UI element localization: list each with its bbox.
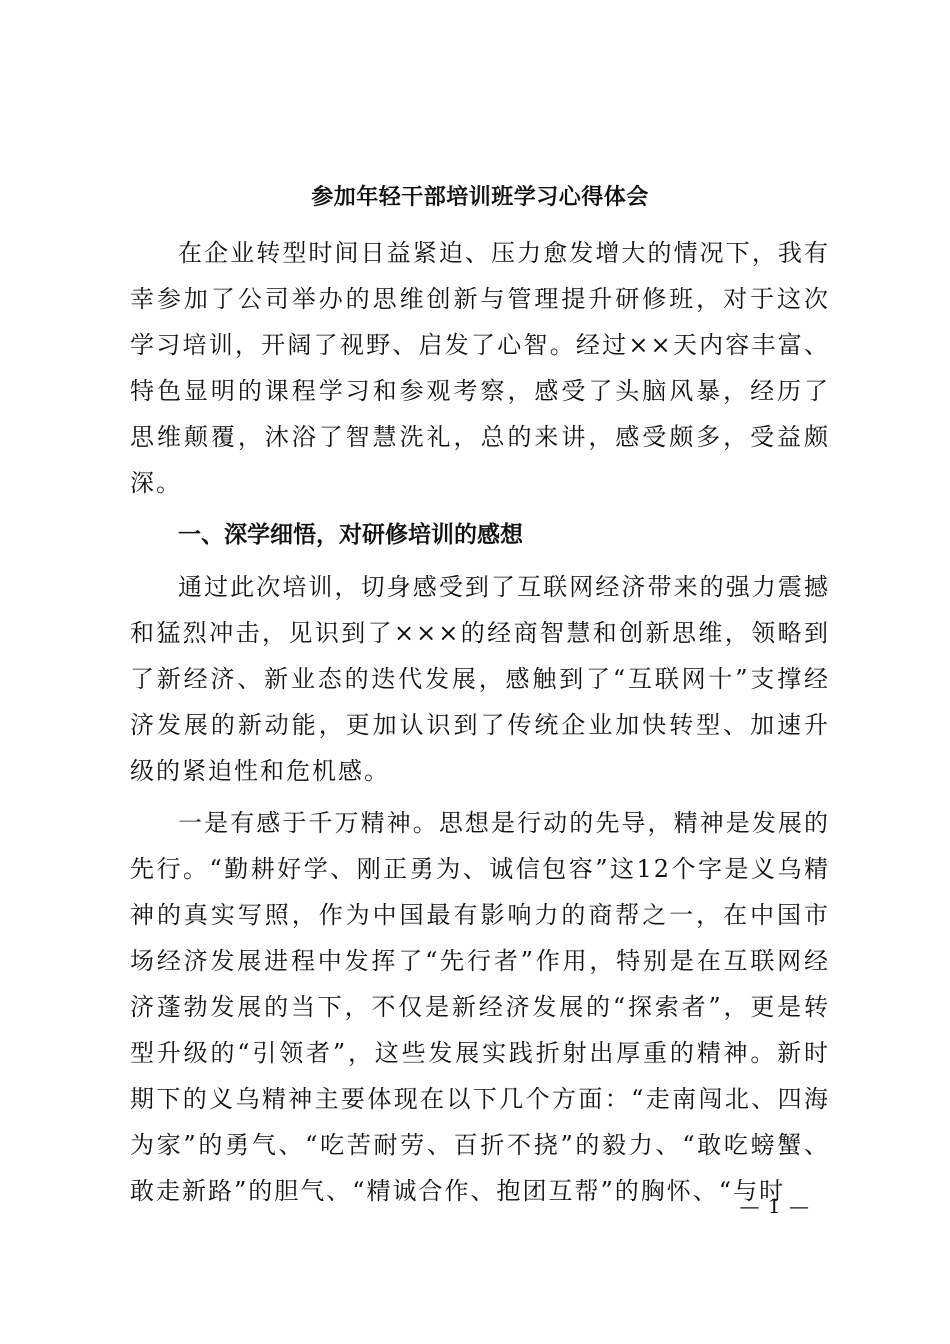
section-paragraph: 一是有感于千万精神。思想是行动的先导，精神是发展的先行。“勤耕好学、刚正勇为、诚信包容”这12个字是义乌精神的真实写照，作为中国最有影响力的商帮之一，在中国市场经济发展进程中发挥了“先行者”作用，特别是在互联网经济蓬勃发展的当下，不仅是新经济发展的“探索者”，更是转型升级的“引领者”，这些发展实践折射出厚重的精神。新时期下的义乌精神主要体现在以下几个方面：“走南闯北、四海为家”的勇气、“吃苦耐劳、百折不挠”的毅力、“敢吃螃蟹、敢走新路”的胆气、“精诚合作、抱团互帮”的胸怀、“与时 (130, 809, 830, 1205)
section-paragraph: 通过此次培训，切身感受到了互联网经济带来的强力震撼和猛烈冲击，见识到了×××的经商智慧和创新思维，领略到了新经济、新业态的迭代发展，感触到了“互联网十”支撑经济发展的新动能，更加认识到了传统企业加快转型、加速升级的紧迫性和危机感。 (130, 573, 830, 785)
document-body (130, 182, 830, 1220)
intro-paragraph: 在企业转型时间日益紧迫、压力愈发增大的情况下，我有幸参加了公司举办的思维创新与管理提升研修班，对于这次学习培训，开阔了视野、启发了心智。经过××天内容丰富、特色显明的课程学习和参观考察，感受了头脑风暴，经历了思维颠覆，沐浴了智慧洗礼，总的来讲，感受颇多，受益颇深。 (130, 239, 830, 497)
page-number: — 1 — (739, 1194, 810, 1218)
section-heading: 一、深学细悟，对研修培训的感想 (178, 522, 523, 548)
document-title: 参加年轻干部培训班学习心得体会 (311, 184, 649, 210)
